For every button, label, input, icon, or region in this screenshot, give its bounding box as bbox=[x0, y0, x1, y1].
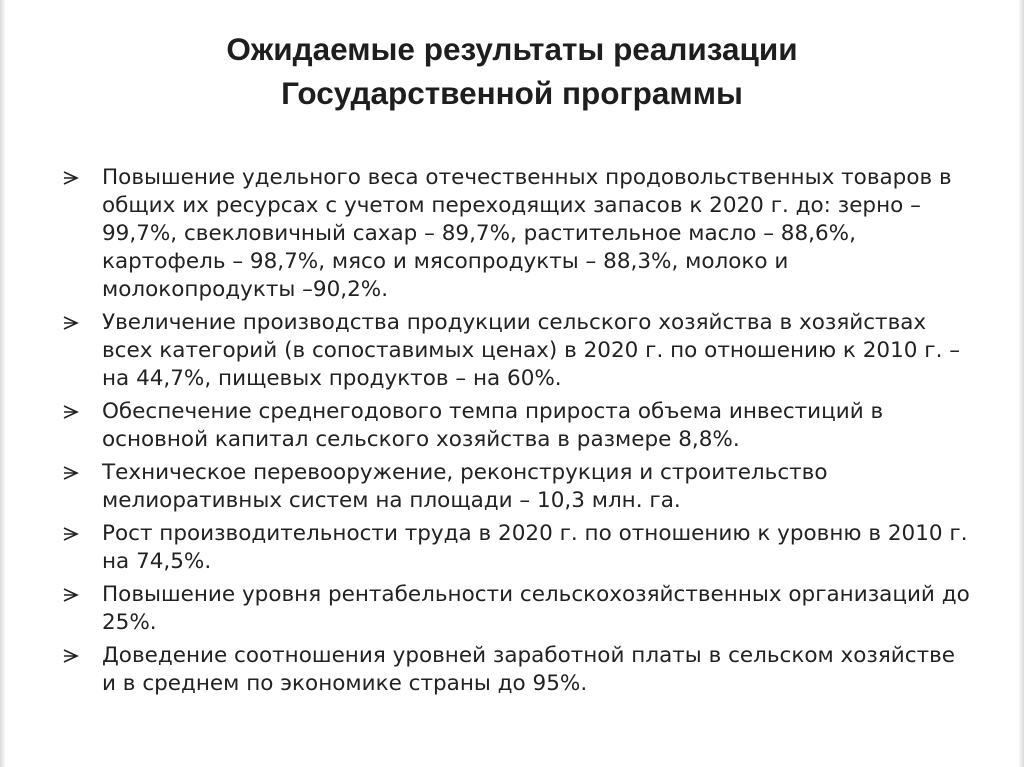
bullet-item bbox=[62, 309, 972, 393]
bullet-item bbox=[62, 520, 972, 576]
slide-edge-left bbox=[0, 0, 6, 767]
arrow-bullet-icon bbox=[62, 315, 80, 331]
bullet-text: Повышение уровня рентабельности сельскохозяйственных организаций до 25%. bbox=[102, 582, 970, 635]
arrow-bullet-icon bbox=[62, 526, 80, 542]
bullet-item bbox=[62, 398, 972, 454]
bullet-text: Доведение соотношения уровней заработной платы в сельском хозяйстве и в среднем по экономике страны до 95%. bbox=[102, 643, 956, 696]
bullet-item bbox=[62, 581, 972, 637]
arrow-bullet-icon bbox=[62, 587, 80, 603]
bullet-item bbox=[62, 459, 972, 515]
arrow-bullet-icon bbox=[62, 648, 80, 664]
slide-edge-right bbox=[1018, 0, 1024, 767]
bullet-item bbox=[62, 164, 972, 304]
arrow-bullet-icon bbox=[62, 404, 80, 420]
slide-title-line-1: Ожидаемые результаты реализации bbox=[226, 31, 798, 67]
bullet-text: Обеспечение среднегодового темпа прироста объема инвестиций в основной капитал сельского хозяйства в размере 8,8%. bbox=[102, 399, 884, 452]
bullet-text: Повышение удельного веса отечественных продовольственных товаров в общих их ресурсах с учетом переходящих запасов к 2020 г. до: зерно – 99,7%, свекловичный сахар – 89,7%, растительное масло – 88,6%, картофель – 98,7%, мясо и мясопродукты – 88,3%, молоко и молокопродукты –90,2%. bbox=[102, 165, 952, 302]
slide-title bbox=[100, 27, 924, 115]
slide-title-line-2: Государственной программы bbox=[281, 75, 743, 111]
bullet-text: Техническое перевооружение, реконструкция и строительство мелиоративных систем на площади – 10,3 млн. га. bbox=[102, 460, 828, 513]
arrow-bullet-icon bbox=[62, 465, 80, 481]
arrow-bullet-icon bbox=[62, 170, 80, 186]
bullet-text: Увеличение производства продукции сельского хозяйства в хозяйствах всех категорий (в сопоставимых ценах) в 2020 г. по отношению к 2010 г. – на 44,7%, пищевых продуктов – на 60%. bbox=[102, 310, 961, 391]
bullet-item bbox=[62, 642, 972, 698]
bullet-list bbox=[62, 164, 972, 703]
bullet-text: Рост производительности труда в 2020 г. по отношению к уровню в 2010 г. на 74,5%. bbox=[102, 521, 968, 574]
